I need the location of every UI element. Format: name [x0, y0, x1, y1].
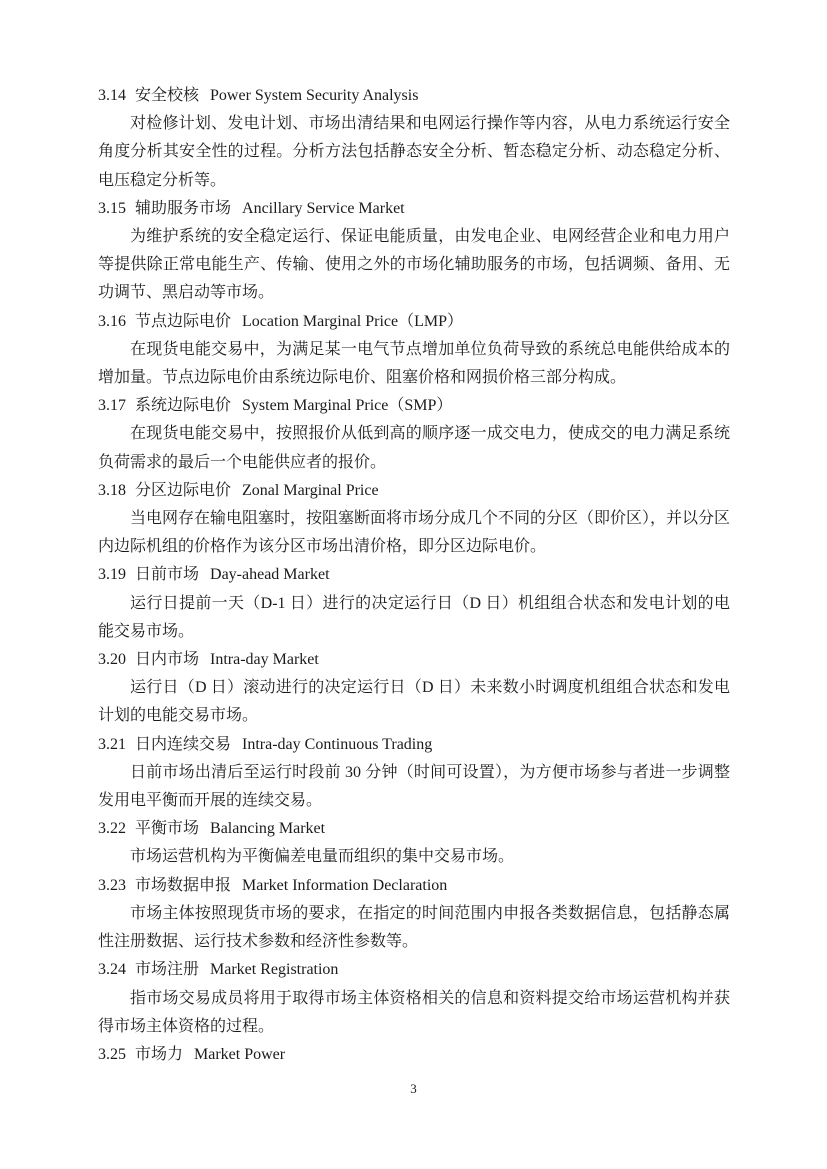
term-number: 3.15	[98, 199, 126, 217]
term-english: Power System Security Analysis	[210, 87, 419, 104]
term-definition: 为维护系统的安全稳定运行、保证电能质量，由发电企业、电网经营企业和电力用户等提供除正常电能生产、传输、使用之外的市场化辅助服务的市场，包括调频、备用、无功调节、黑启动等市场。	[98, 228, 730, 302]
term-entry	[98, 477, 730, 562]
term-heading	[98, 82, 730, 110]
term-english: Balancing Market	[210, 820, 326, 838]
term-definition: 运行日（D 日）滚动进行的决定运行日（D 日）未来数小时调度机组组合状态和发电计划的电能交易市场。	[98, 679, 730, 725]
term-chinese: 日内市场	[135, 651, 200, 669]
term-english: Location Marginal Price（LMP）	[242, 312, 464, 330]
term-heading	[98, 646, 730, 674]
term-number: 3.22	[98, 820, 126, 838]
term-english: System Marginal Price（SMP）	[242, 397, 453, 415]
term-definition: 当电网存在输电阻塞时，按阻塞断面将市场分成几个不同的分区（即价区），并以分区内边际机组的价格作为该分区市场出清价格，即分区边际电价。	[98, 510, 731, 556]
term-heading	[98, 392, 730, 420]
term-definition: 对检修计划、发电计划、市场出清结果和电网运行操作等内容，从电力系统运行安全角度分析其安全性的过程。分析方法包括静态安全分析、暂态稳定分析、动态稳定分析、电压稳定分析等。	[98, 115, 730, 189]
term-english: Market Information Declaration	[242, 876, 448, 894]
term-number: 3.19	[98, 566, 126, 584]
term-definition: 在现货电能交易中，按照报价从低到高的顺序逐一成交电力，使成交的电力满足系统负荷需求的最后一个电能供应者的报价。	[98, 425, 730, 471]
term-heading	[98, 477, 730, 505]
term-number: 3.25	[98, 1045, 126, 1063]
term-number: 3.21	[98, 735, 126, 753]
term-english: Market Power	[194, 1045, 286, 1063]
term-number: 3.20	[98, 651, 126, 669]
term-entry	[98, 392, 730, 477]
term-chinese: 日前市场	[135, 566, 200, 584]
terminology-list	[98, 82, 730, 1069]
term-entry	[98, 82, 730, 195]
term-entry	[98, 872, 730, 957]
term-chinese: 分区边际电价	[135, 481, 232, 499]
term-heading	[98, 956, 730, 984]
term-english: Ancillary Service Market	[242, 199, 405, 217]
term-entry	[98, 561, 730, 646]
term-english: Day-ahead Market	[210, 566, 330, 584]
term-entry	[98, 646, 730, 731]
term-chinese: 市场力	[135, 1045, 184, 1063]
term-definition: 在现货电能交易中，为满足某一电气节点增加单位负荷导致的系统总电能供给成本的增加量。节点边际电价由系统边际电价、阻塞价格和网损价格三部分构成。	[98, 340, 730, 387]
term-definition: 市场运营机构为平衡偏差电量而组织的集中交易市场。	[130, 848, 515, 866]
term-chinese: 平衡市场	[135, 820, 200, 838]
term-heading	[98, 731, 730, 759]
page-number: 3	[410, 1081, 417, 1096]
term-english: Intra-day Market	[210, 651, 319, 669]
term-number: 3.16	[98, 312, 126, 330]
term-entry	[98, 1041, 730, 1069]
term-chinese: 系统边际电价	[135, 397, 232, 415]
term-heading	[98, 872, 730, 900]
term-heading	[98, 195, 730, 223]
term-entry	[98, 956, 730, 1041]
term-entry	[98, 195, 730, 308]
term-english: Zonal Marginal Price	[242, 481, 379, 499]
term-definition: 指市场交易成员将用于取得市场主体资格相关的信息和资料提交给市场运营机构并获得市场主体资格的过程。	[98, 989, 730, 1035]
term-heading	[98, 1041, 730, 1069]
term-entry	[98, 815, 730, 871]
term-english: Market Registration	[210, 961, 339, 979]
term-heading	[98, 561, 730, 589]
term-number: 3.14	[98, 87, 126, 104]
term-number: 3.24	[98, 961, 126, 979]
term-chinese: 日内连续交易	[135, 735, 232, 753]
term-number: 3.17	[98, 397, 126, 415]
term-definition: 运行日提前一天（D-1 日）进行的决定运行日（D 日）机组组合状态和发电计划的电能交易市场。	[98, 594, 730, 640]
term-heading	[98, 308, 730, 336]
term-heading	[98, 815, 730, 843]
term-chinese: 节点边际电价	[135, 312, 232, 330]
term-number: 3.18	[98, 481, 126, 499]
term-number: 3.23	[98, 876, 126, 894]
term-chinese: 辅助服务市场	[135, 199, 232, 217]
term-english: Intra-day Continuous Trading	[242, 735, 433, 753]
term-chinese: 市场注册	[135, 961, 200, 979]
term-entry	[98, 731, 730, 816]
term-chinese: 市场数据申报	[135, 876, 232, 894]
term-chinese: 安全校核	[135, 87, 200, 104]
term-definition: 日前市场出清后至运行时段前 30 分钟（时间可设置），为方便市场参与者进一步调整发用电平衡而开展的连续交易。	[98, 763, 730, 810]
term-entry	[98, 308, 730, 393]
term-definition: 市场主体按照现货市场的要求，在指定的时间范围内申报各类数据信息，包括静态属性注册数据、运行技术参数和经济性参数等。	[98, 904, 730, 951]
